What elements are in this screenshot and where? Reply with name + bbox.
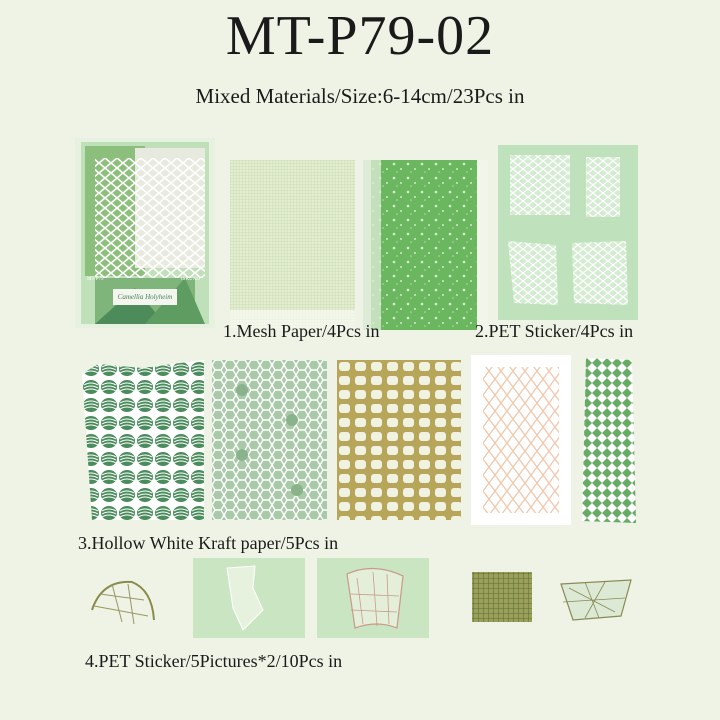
mesh-paper-sample-1 (230, 160, 355, 330)
product-subtitle: Mixed Materials/Size:6-14cm/23Pcs in (195, 84, 525, 108)
pet-sticker-lace-card (193, 558, 305, 638)
package-tag-right: ISKUND (181, 277, 200, 282)
pet-sticker-torn-net (555, 572, 635, 628)
package-image (75, 138, 215, 328)
section-4-caption: 4.PET Sticker/5Pictures*2/10Pcs in (85, 651, 343, 671)
section-2-caption: 2.PET Sticker/4Pcs in (475, 321, 634, 341)
kraft-paper-honeycomb (212, 360, 327, 520)
pet-sticker-sheet (498, 145, 638, 320)
pet-sticker-net-olive (82, 570, 162, 630)
kraft-paper-peach-net (471, 355, 571, 525)
section-3-caption: 3.Hollow White Kraft paper/5Pcs in (78, 533, 339, 553)
pet-sticker-burlap (468, 568, 536, 626)
kraft-paper-crocodile (337, 360, 461, 520)
package-tag-left: MT-P79 (87, 277, 104, 282)
kraft-paper-weave (82, 360, 204, 520)
product-code-title: MT-P79-02 (225, 5, 495, 67)
package-brand-label: Camellia Holyheim (113, 289, 177, 305)
kraft-paper-green-strip (582, 358, 637, 523)
mesh-paper-sample-2 (363, 160, 488, 330)
pet-sticker-rose-net-card (317, 558, 429, 638)
section-1-caption: 1.Mesh Paper/4Pcs in (223, 321, 380, 341)
